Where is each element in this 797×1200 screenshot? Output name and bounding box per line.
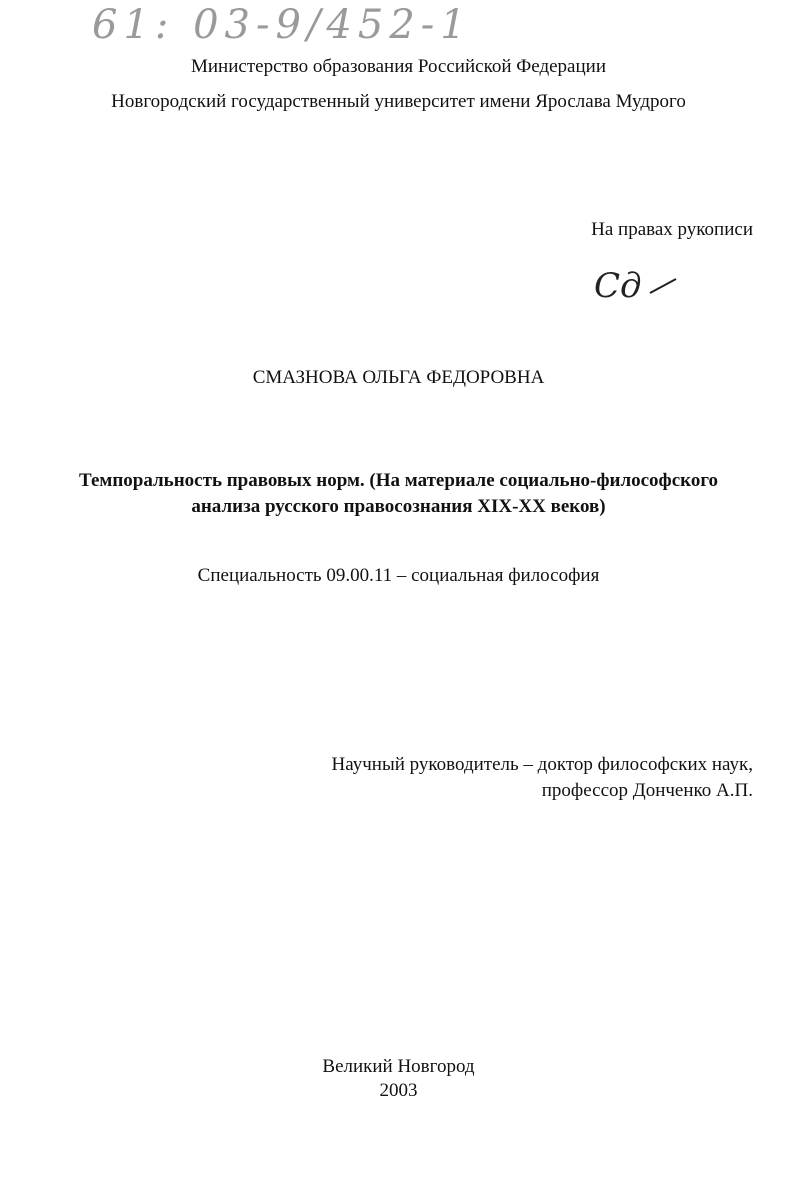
thesis-title-line1: Темпоральность правовых норм. (На материале социально-философского: [79, 470, 718, 491]
manuscript-rights-label: На правах рукописи: [591, 219, 753, 240]
thesis-title-line2: анализа русского правосознания XIX-XX веков): [191, 496, 606, 517]
signature: Сд: [594, 266, 678, 306]
supervisor-line2: профессор Донченко А.П.: [541, 780, 753, 801]
specialty: Специальность 09.00.11 – социальная философия: [197, 565, 600, 586]
supervisor-line1: Научный руководитель – доктор философских наук,: [331, 754, 753, 775]
university-heading: Новгородский государственный университет имени Ярослава Мудрого: [111, 91, 686, 112]
author-name: СМАЗНОВА ОЛЬГА ФЕДОРОВНА: [252, 367, 545, 388]
handwritten-archive-number: 61: 03-9/452-1: [92, 2, 472, 48]
city: Великий Новгород: [322, 1056, 475, 1077]
ministry-heading: Министерство образования Российской Федерации: [191, 56, 606, 77]
signature-stroke: [648, 277, 678, 297]
year: 2003: [379, 1080, 418, 1101]
